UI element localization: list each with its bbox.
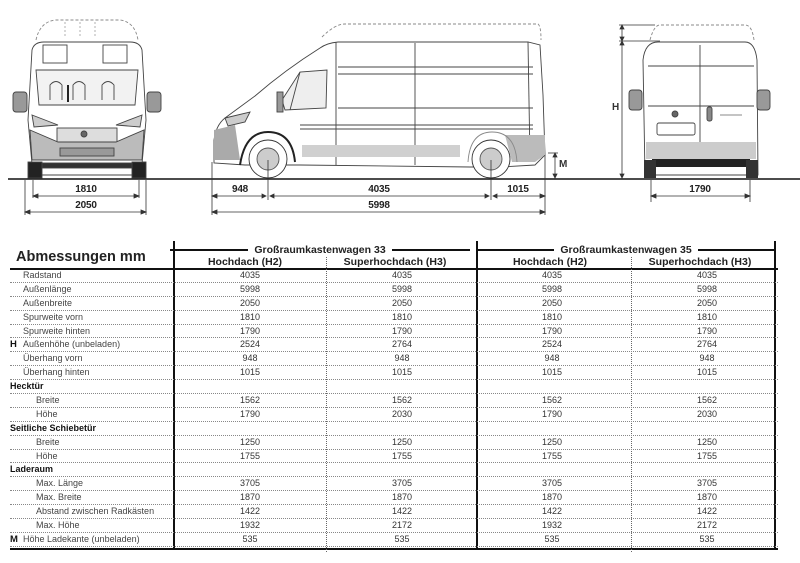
- overall-width-dimension: 2050: [75, 200, 97, 211]
- value-cell: 5998: [541, 283, 563, 294]
- value-cell: 2050: [696, 297, 718, 308]
- table-row: [10, 450, 778, 464]
- loading-sill-marker: M: [559, 159, 568, 170]
- table-row: [10, 325, 778, 339]
- table-row: [10, 366, 778, 380]
- value-cell: 1870: [696, 492, 718, 503]
- value-cell: 535: [699, 533, 715, 544]
- value-cell: 1932: [239, 520, 261, 531]
- table-row: [10, 519, 778, 533]
- row-label: Breite: [36, 395, 60, 406]
- value-cell: 1790: [696, 325, 718, 336]
- row-label-cell: [10, 352, 83, 365]
- value-cell: 1870: [391, 492, 413, 503]
- overall-length-dimension: 5998: [368, 200, 390, 211]
- value-cell: 4035: [391, 270, 413, 280]
- height-marker: H: [612, 102, 620, 113]
- table-body: [10, 269, 778, 547]
- value-cell: 4035: [696, 270, 718, 280]
- value-cell: 1790: [239, 408, 261, 419]
- row-label: Außenbreite: [23, 297, 73, 308]
- row-label-cell: [10, 450, 58, 463]
- value-cell: 1422: [541, 506, 563, 517]
- row-label-cell: [10, 436, 60, 449]
- rear-overhang-dimension: 1015: [507, 184, 529, 195]
- group-rule: [392, 249, 470, 251]
- row-label: Höhe: [36, 450, 58, 461]
- value-cell: 1250: [541, 436, 563, 447]
- value-cell: 1870: [239, 492, 261, 503]
- front-view-van-icon: [13, 20, 161, 178]
- value-cell: 1755: [391, 450, 413, 461]
- column-header: Superhochdach (H3): [343, 256, 447, 268]
- value-cell: 1422: [239, 506, 261, 517]
- value-cell: 2050: [239, 297, 261, 308]
- value-cell: 5998: [696, 283, 718, 294]
- row-label-cell: [10, 394, 60, 407]
- value-cell: 1015: [239, 367, 261, 378]
- row-label-cell: [10, 325, 90, 338]
- table-row: [10, 297, 778, 311]
- table-section-row: [10, 380, 778, 394]
- value-cell: 2030: [391, 408, 413, 419]
- column-header: Hochdach (H2): [512, 256, 588, 268]
- value-cell: 1870: [541, 492, 563, 503]
- table-section-row: [10, 422, 778, 436]
- value-cell: 1810: [239, 311, 261, 322]
- value-cell: 5998: [239, 283, 261, 294]
- row-label: Spurweite vorn: [23, 311, 84, 322]
- rear-view-van-icon: [629, 25, 770, 178]
- value-cell: 1790: [541, 325, 563, 336]
- row-label: Radstand: [23, 270, 62, 280]
- row-label-cell: [10, 338, 120, 351]
- table-row: [10, 269, 778, 283]
- front-overhang-dimension: 948: [231, 184, 249, 195]
- value-cell: 1562: [239, 395, 261, 406]
- row-label: Überhang vorn: [23, 353, 83, 364]
- value-cell: 1932: [541, 520, 563, 531]
- row-label: Spurweite hinten: [23, 325, 91, 336]
- row-label: Überhang hinten: [23, 367, 90, 378]
- value-cell: 2050: [391, 297, 413, 308]
- value-cell: 1562: [696, 395, 718, 406]
- value-cell: 1015: [541, 367, 563, 378]
- row-label: Max. Breite: [36, 492, 82, 503]
- value-cell: 1790: [541, 408, 563, 419]
- value-cell: 1790: [391, 325, 413, 336]
- value-cell: 1422: [696, 506, 718, 517]
- drawings-svg: [0, 0, 800, 225]
- table-title: Abmessungen mm: [16, 249, 146, 265]
- value-cell: 3705: [696, 478, 718, 489]
- row-label: Höhe Ladekante (unbeladen): [23, 533, 140, 544]
- vehicle-dimension-drawings: [0, 0, 800, 225]
- table-row: [10, 491, 778, 505]
- value-cell: 948: [544, 353, 560, 364]
- table-row: [10, 352, 778, 366]
- value-cell: 535: [544, 533, 560, 544]
- table-row: [10, 338, 778, 352]
- row-label: Max. Länge: [36, 478, 84, 489]
- row-label: Höhe: [36, 408, 58, 419]
- table-row: [10, 394, 778, 408]
- group-header-35: [478, 243, 774, 257]
- row-label-cell: [10, 297, 72, 310]
- value-cell: 1790: [239, 325, 261, 336]
- value-cell: 948: [394, 353, 410, 364]
- column-header: Superhochdach (H3): [648, 256, 752, 268]
- group-rule: [170, 249, 248, 251]
- rear-track-dimension: 1790: [689, 184, 711, 195]
- value-cell: 1250: [696, 436, 718, 447]
- value-cell: 1562: [541, 395, 563, 406]
- group-rule: [478, 249, 554, 251]
- value-cell: 2524: [541, 339, 563, 350]
- row-label-cell: [10, 408, 58, 421]
- front-track-dimension: 1810: [75, 184, 97, 195]
- wheelbase-dimension: 4035: [368, 184, 390, 195]
- row-label-cell: [10, 422, 96, 435]
- table-row: [10, 283, 778, 297]
- row-label-cell: [10, 311, 83, 324]
- value-cell: 1015: [391, 367, 413, 378]
- group-header-33: [170, 243, 470, 257]
- value-cell: 2050: [541, 297, 563, 308]
- row-label: Breite: [36, 436, 60, 447]
- value-cell: 1810: [391, 311, 413, 322]
- side-view-van-icon: [214, 24, 545, 178]
- table-row: [10, 408, 778, 422]
- value-cell: 1755: [239, 450, 261, 461]
- column-header: Hochdach (H2): [207, 256, 283, 268]
- table-row: [10, 477, 778, 491]
- row-label-cell: [10, 519, 80, 532]
- row-label-cell: [10, 463, 53, 476]
- value-cell: 1810: [696, 311, 718, 322]
- group-rule: [698, 249, 774, 251]
- row-label: Außenhöhe (unbeladen): [23, 339, 121, 350]
- value-cell: 1015: [696, 367, 718, 378]
- row-label-cell: [10, 533, 140, 546]
- value-cell: 3705: [391, 478, 413, 489]
- value-cell: 1755: [696, 450, 718, 461]
- value-cell: 1810: [541, 311, 563, 322]
- row-label: Seitliche Schiebetür: [10, 422, 97, 433]
- row-label-cell: [10, 505, 154, 518]
- group-title: Großraumkastenwagen 33: [254, 244, 386, 256]
- table-row: [10, 533, 778, 547]
- value-cell: 948: [699, 353, 715, 364]
- value-cell: 3705: [239, 478, 261, 489]
- table-row: [10, 311, 778, 325]
- value-cell: 2764: [391, 339, 413, 350]
- value-cell: 1562: [391, 395, 413, 406]
- value-cell: 948: [242, 353, 258, 364]
- row-label: Abstand zwischen Radkästen: [36, 506, 155, 517]
- row-label: Hecktür: [10, 381, 44, 392]
- row-label-cell: [10, 477, 83, 490]
- value-cell: 1250: [239, 436, 261, 447]
- row-label-cell: [10, 380, 44, 393]
- row-label-cell: [10, 283, 72, 296]
- value-cell: 535: [394, 533, 410, 544]
- table-row: [10, 505, 778, 519]
- row-label-cell: [10, 491, 82, 504]
- table-section-row: [10, 463, 778, 477]
- value-cell: 2030: [696, 408, 718, 419]
- value-cell: 2172: [696, 520, 718, 531]
- value-cell: 2524: [239, 339, 261, 350]
- value-cell: 1755: [541, 450, 563, 461]
- value-cell: 4035: [541, 270, 563, 280]
- value-cell: 1422: [391, 506, 413, 517]
- row-label: Max. Höhe: [36, 520, 80, 531]
- row-label: Außenlänge: [23, 283, 72, 294]
- row-label-cell: [10, 269, 62, 282]
- row-label-cell: [10, 366, 90, 379]
- value-cell: 5998: [391, 283, 413, 294]
- table-row: [10, 436, 778, 450]
- row-label: Laderaum: [10, 464, 54, 475]
- table-bottom-rule: [10, 548, 778, 550]
- value-cell: 2172: [391, 520, 413, 531]
- row-marker: M: [10, 533, 18, 545]
- value-cell: 2764: [696, 339, 718, 350]
- row-marker: H: [10, 339, 17, 351]
- dimensions-table: [10, 241, 778, 555]
- value-cell: 535: [242, 533, 258, 544]
- value-cell: 3705: [541, 478, 563, 489]
- value-cell: 4035: [239, 270, 261, 280]
- value-cell: 1250: [391, 436, 413, 447]
- group-title: Großraumkastenwagen 35: [560, 244, 692, 256]
